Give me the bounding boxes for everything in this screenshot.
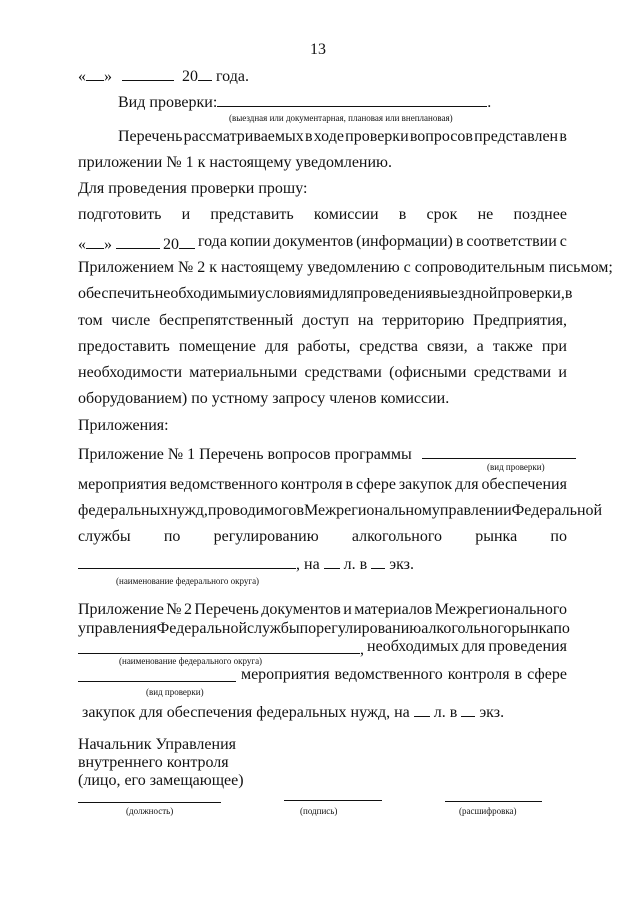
month-blank <box>116 234 160 249</box>
request1-line-1 <box>78 207 567 223</box>
word: числе <box>111 312 151 329</box>
word: для <box>461 638 486 655</box>
word: 2 <box>183 601 192 618</box>
signature-label: (подпись) <box>300 806 338 816</box>
app2-district-group: , <box>78 639 364 658</box>
word: Межрегионального <box>434 601 567 618</box>
word: Федеральной <box>511 502 603 519</box>
position-label: (должность) <box>126 806 174 816</box>
inspection-type-line <box>118 92 491 111</box>
request1-line-2 <box>78 234 567 253</box>
word: проверки, <box>497 285 565 302</box>
date-line <box>78 66 249 85</box>
word: рассматриваемых <box>183 128 304 145</box>
app2-copies-blank <box>461 702 475 717</box>
day-blank <box>86 234 104 249</box>
app1-pages-blank <box>324 554 340 569</box>
word: проводимого <box>207 502 297 519</box>
word: вопросов <box>409 128 473 145</box>
word: обеспечения <box>481 476 567 493</box>
word: регулированию <box>213 528 319 545</box>
app1-inspection-blank <box>422 444 576 459</box>
word: Межрегиональном <box>304 502 432 519</box>
day-blank <box>86 66 104 81</box>
app1-hint-district: (наименование федерального округа) <box>116 576 260 586</box>
signer-title-2: внутреннего контроля <box>78 754 229 771</box>
request-intro: Для проведения проверки прошу: <box>78 180 308 197</box>
word: и <box>181 206 191 223</box>
word: в <box>398 206 407 223</box>
word: выездной <box>432 285 498 302</box>
word: а <box>476 338 484 355</box>
word: работы, <box>297 338 351 355</box>
request1-line-3: Приложением № 2 к настоящему уведомлению с сопроводительным письмом; <box>78 259 613 276</box>
year-blank <box>179 234 195 249</box>
word: (офисными <box>389 364 467 381</box>
word: также <box>492 338 533 355</box>
word: службы <box>247 620 300 637</box>
app2-hint-inspection: (вид проверки) <box>146 687 204 697</box>
word: мероприятия <box>78 476 167 493</box>
word: условиями <box>257 285 331 302</box>
app1-line-5 <box>78 554 414 573</box>
request2-line-2 <box>78 313 567 329</box>
word: документов <box>261 601 341 618</box>
app1-district-blank <box>78 554 296 569</box>
word: сфере <box>527 666 567 683</box>
word: в <box>559 128 567 145</box>
word: обеспечить <box>78 285 155 302</box>
word: в <box>296 502 304 519</box>
questions-line-2: приложении № 1 к настоящему уведомлению. <box>78 154 393 171</box>
word: копии <box>229 233 271 250</box>
word: алкогольного <box>351 528 443 545</box>
app2-line-5 <box>82 702 504 721</box>
app1-line-4 <box>78 529 567 545</box>
word: необходимости <box>78 364 183 381</box>
word: необходимых <box>367 638 459 655</box>
app1-line-1 <box>78 444 576 463</box>
word: ходе <box>313 128 344 145</box>
request2-line-1 <box>78 285 573 302</box>
word: территорию <box>382 312 465 329</box>
word: в <box>455 233 464 250</box>
word: материальными <box>189 364 298 381</box>
position-line <box>78 802 221 803</box>
app1-title: Приложение № 1 Перечень вопросов программы <box>78 446 412 463</box>
word: по <box>163 528 181 545</box>
word: нужд, <box>168 502 208 519</box>
word: срок <box>426 206 458 223</box>
inspection-type-end: . <box>487 94 492 111</box>
request2-line-4 <box>78 365 567 381</box>
word: алкогольного <box>421 620 512 637</box>
app2-line-2 <box>78 620 570 637</box>
word: позднее <box>513 206 567 223</box>
word: управлении <box>431 502 512 519</box>
attachments-label: Приложения: <box>78 417 169 434</box>
word: по <box>550 528 567 545</box>
word: федеральных <box>78 502 169 519</box>
word: управления <box>78 620 157 637</box>
word: проведения <box>488 638 567 655</box>
app1-line-3 <box>78 502 603 519</box>
app1-hint-inspection: (вид проверки) <box>487 462 545 472</box>
app2-district-blank <box>78 639 360 654</box>
word: Приложение <box>78 601 164 618</box>
word: Федеральной <box>156 620 247 637</box>
word: материалов <box>354 601 433 618</box>
app2-pages-blank <box>414 702 430 717</box>
questions-line-1 <box>118 129 567 145</box>
word: регулированию <box>316 620 422 637</box>
text: , на <box>296 556 320 573</box>
word: в <box>345 476 354 493</box>
word: и <box>343 601 352 618</box>
text: л. в <box>343 556 368 573</box>
app2-inspection-blank <box>78 667 236 682</box>
signer-title-1: Начальник Управления <box>78 736 236 753</box>
word: представить <box>210 206 294 223</box>
text: закупок для обеспечения федеральных нужд, на <box>82 704 410 721</box>
word: соответствии <box>466 233 557 250</box>
page-number: 13 <box>310 41 326 58</box>
word: беспрепятственный <box>158 312 294 329</box>
word: Перечень <box>118 128 183 145</box>
word: средствами <box>304 364 382 381</box>
word: для <box>264 338 289 355</box>
year-suffix: года. <box>216 68 249 85</box>
word: контроля <box>280 476 343 493</box>
word: том <box>78 312 103 329</box>
word: для <box>455 476 479 493</box>
app2-hint-district: (наименование федерального округа) <box>119 656 263 666</box>
word: по <box>299 620 317 637</box>
signature-line <box>284 800 382 801</box>
word: рынка <box>475 528 518 545</box>
word: на <box>357 312 374 329</box>
quote-close: » <box>104 68 112 85</box>
year-prefix: 20 <box>182 68 198 85</box>
inspection-type-hint: (выездная или документарная, плановая или внеплановая) <box>229 113 453 123</box>
quote-open: « <box>78 236 86 253</box>
word: мероприятия <box>240 666 330 683</box>
request2-line-5: оборудованием) по устному запросу членов комиссии. <box>78 390 450 407</box>
word: помещение <box>178 338 256 355</box>
text: л. в <box>433 704 458 721</box>
word: проверки <box>345 128 409 145</box>
word: с <box>559 233 567 250</box>
app2-line-1 <box>78 602 567 618</box>
year-blank <box>198 66 212 81</box>
word: ведомственного <box>334 666 443 683</box>
word: и <box>558 364 567 381</box>
date-group <box>78 234 160 253</box>
word: подготовить <box>78 206 162 223</box>
word: Перечень <box>194 601 259 618</box>
word: (информации) <box>356 233 453 250</box>
word: рынка <box>511 620 554 637</box>
month-blank <box>122 66 174 81</box>
word: необходимыми <box>154 285 258 302</box>
app1-copies-blank <box>371 554 385 569</box>
word: по <box>553 620 570 637</box>
year-group <box>163 234 195 253</box>
word: предоставить <box>78 338 170 355</box>
word: закупок <box>398 476 453 493</box>
quote-open: « <box>78 68 86 85</box>
app2-line-4 <box>78 667 567 683</box>
word: контроля <box>447 666 510 683</box>
request2-line-3 <box>78 339 567 355</box>
word: № <box>166 601 182 618</box>
word: в <box>305 128 313 145</box>
text: экз. <box>389 556 414 573</box>
year-prefix: 20 <box>162 236 179 253</box>
word: связи, <box>426 338 468 355</box>
word: проведения <box>353 285 433 302</box>
word: в <box>564 285 573 302</box>
text: экз. <box>479 704 505 721</box>
app1-line-2 <box>78 477 567 493</box>
inspection-type-blank <box>217 92 487 107</box>
word: доступ <box>302 312 350 329</box>
word: ведомственного <box>169 476 278 493</box>
word: сфере <box>356 476 396 493</box>
decoding-line <box>445 801 542 802</box>
word: комиссии <box>313 206 379 223</box>
word: не <box>477 206 494 223</box>
word: документов <box>273 233 354 250</box>
word: для <box>330 285 354 302</box>
quote-close: » <box>104 236 112 253</box>
word: средствами <box>473 364 552 381</box>
word: Предприятия, <box>473 312 567 329</box>
signer-title-3: (лицо, его замещающее) <box>78 772 244 789</box>
word: в <box>514 666 523 683</box>
word: представлен <box>474 128 559 145</box>
decoding-label: (расшифровка) <box>459 806 517 816</box>
word: года <box>197 233 227 250</box>
inspection-type-label: Вид проверки: <box>118 94 218 111</box>
word: при <box>541 338 567 355</box>
word: средства <box>359 338 418 355</box>
word: службы <box>78 528 131 545</box>
